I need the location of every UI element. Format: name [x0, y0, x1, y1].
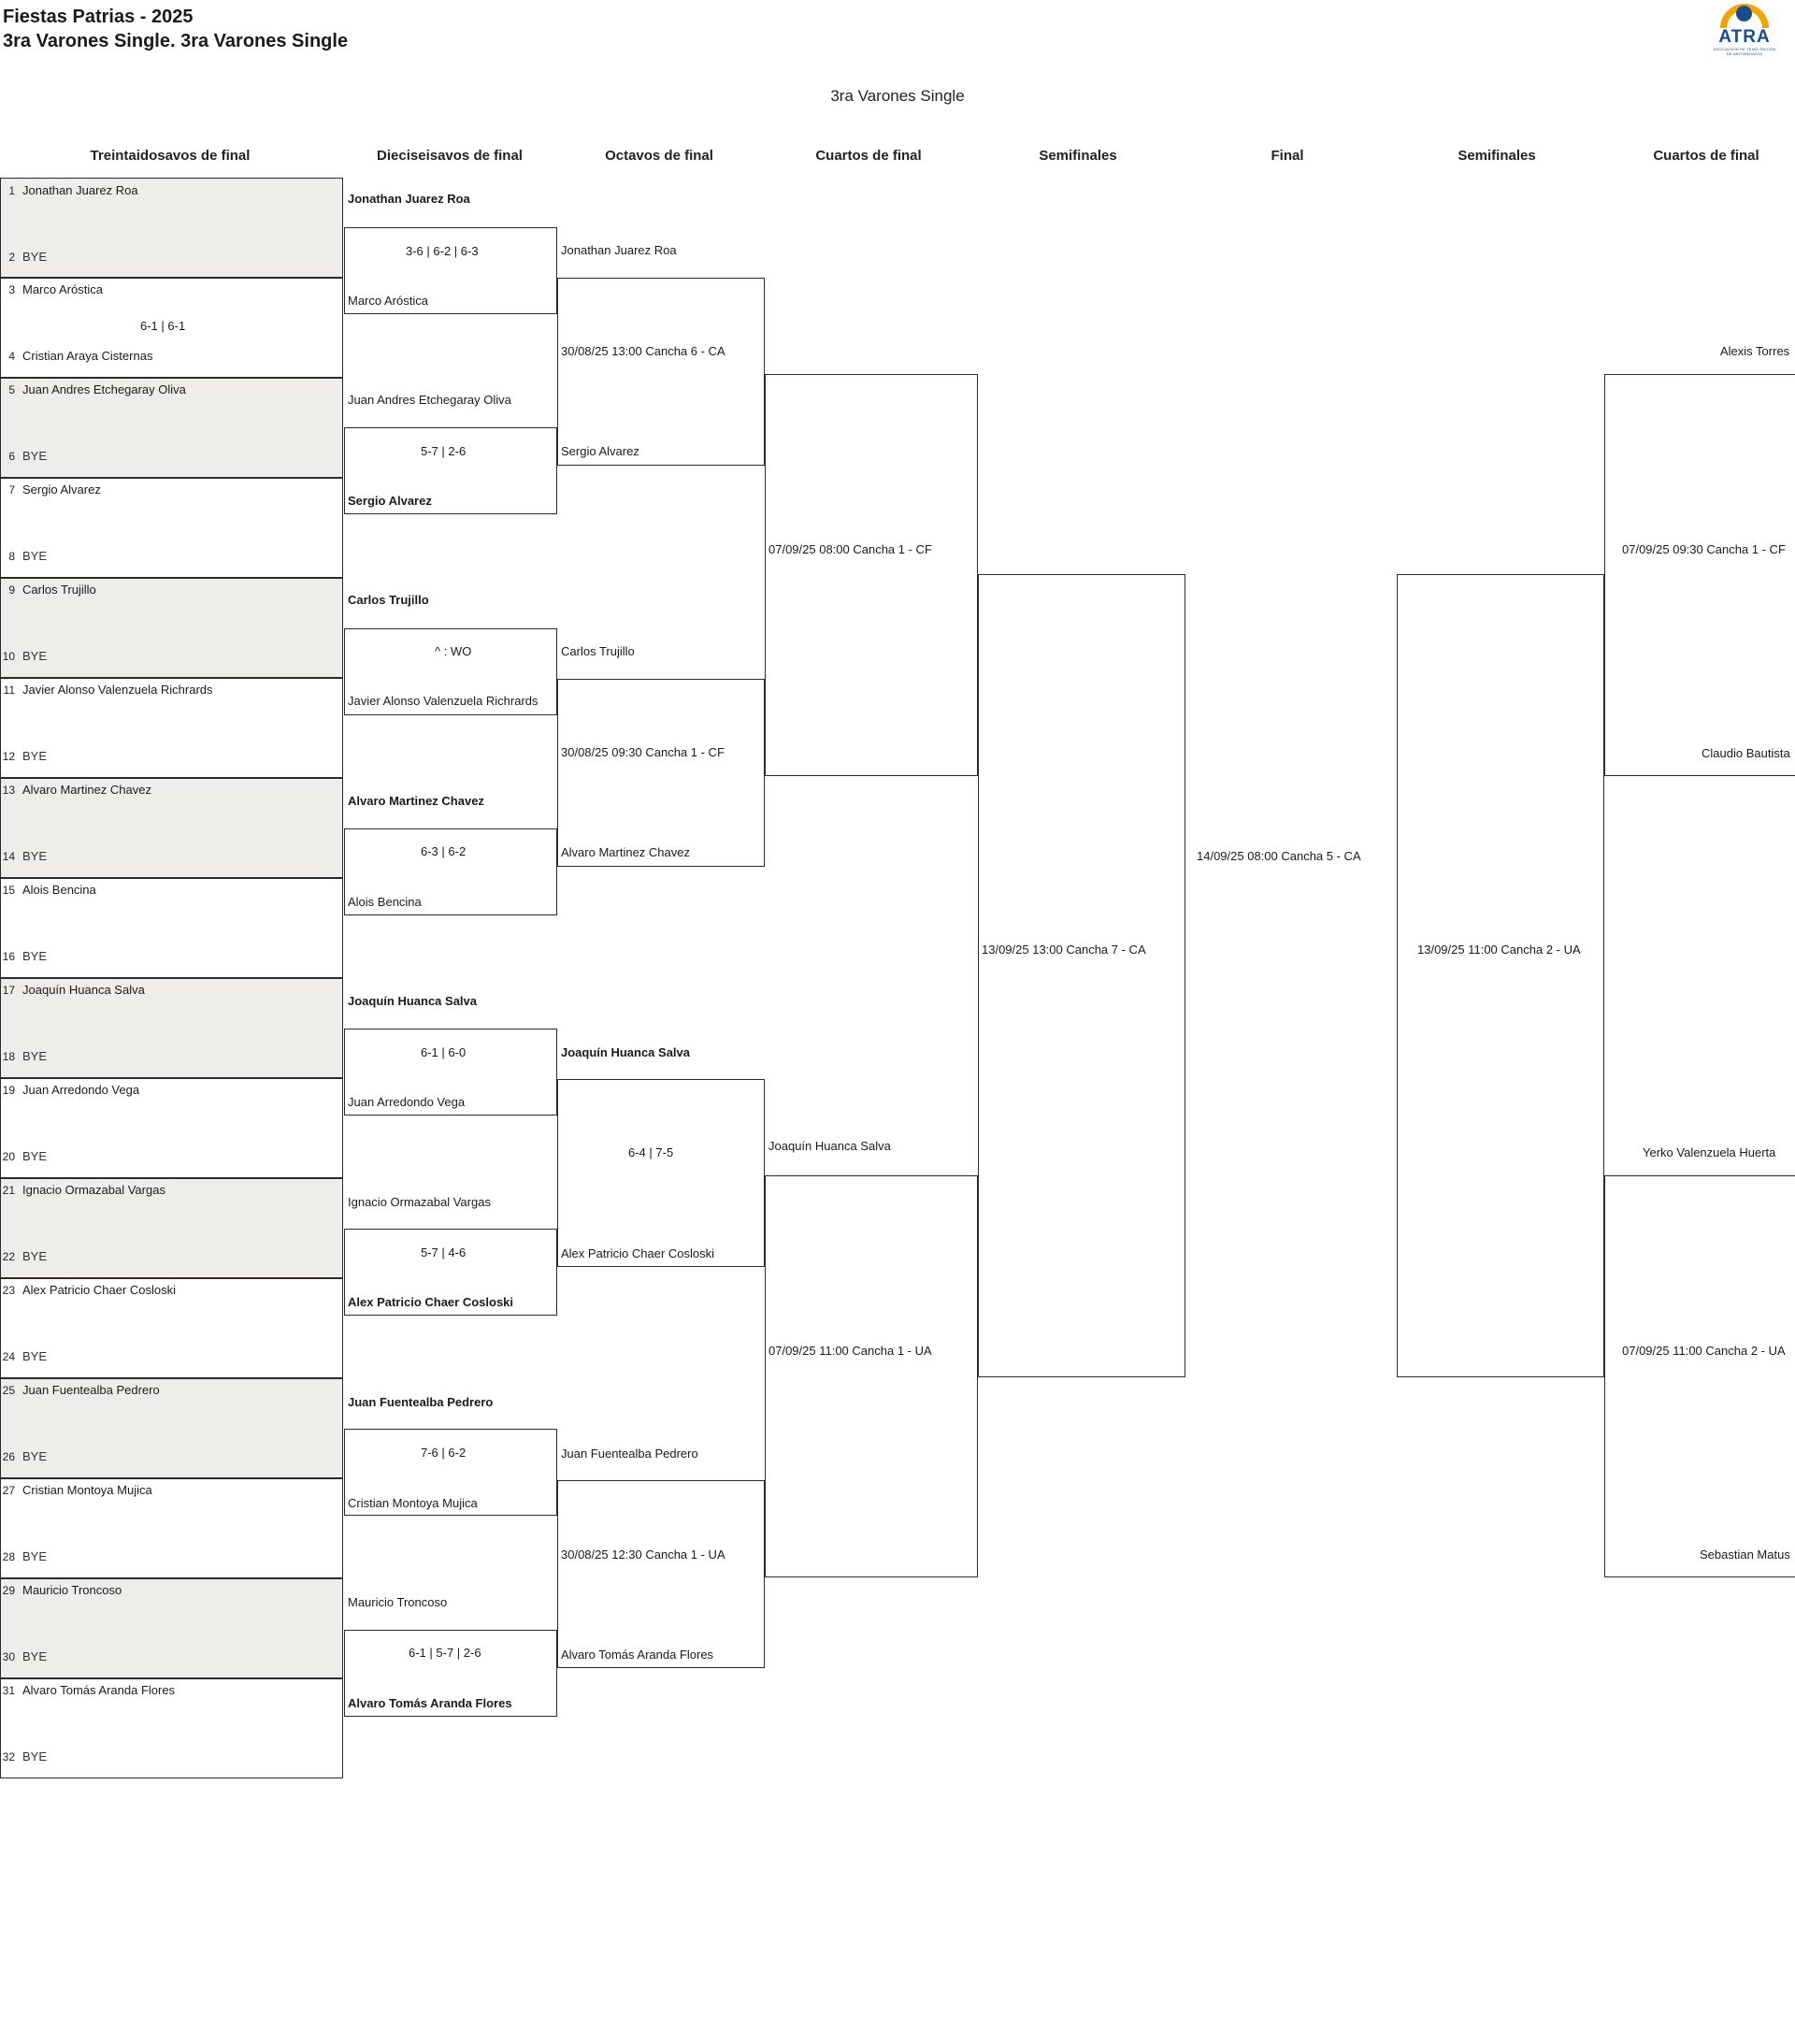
r32-player: BYE: [22, 1249, 48, 1263]
r32-seed: 6: [8, 450, 15, 463]
r32-player: BYE: [22, 250, 48, 264]
bracket-title: 3ra Varones Single: [830, 87, 965, 105]
round-header-final: Final: [1271, 148, 1304, 164]
r16-player-bottom[interactable]: Marco Aróstica: [348, 294, 428, 308]
r32-seed: 7: [8, 483, 15, 497]
r8-schedule: 30/08/25 09:30 Cancha 1 - CF: [561, 745, 725, 759]
r16-player-bottom[interactable]: Alvaro Tomás Aranda Flores: [348, 1696, 512, 1710]
r8-player-top[interactable]: Juan Fuentealba Pedrero: [561, 1447, 698, 1461]
r32-player[interactable]: Alex Patricio Chaer Cosloski: [22, 1283, 177, 1297]
final-schedule: 14/09/25 08:00 Cancha 5 - CA: [1197, 849, 1361, 863]
qf-right-match-box[interactable]: [1604, 1175, 1795, 1577]
r32-seed: 29: [2, 1584, 15, 1597]
r32-seed: 13: [2, 784, 15, 797]
r32-seed: 14: [2, 850, 15, 863]
atra-logo: [1711, 2, 1778, 64]
r32-player[interactable]: Mauricio Troncoso: [22, 1583, 122, 1597]
r8-player-top[interactable]: Carlos Trujillo: [561, 644, 635, 658]
r32-seed: 24: [2, 1350, 15, 1363]
r16-player-top[interactable]: Ignacio Ormazabal Vargas: [348, 1195, 491, 1209]
r32-seed: 21: [2, 1184, 15, 1197]
r32-player[interactable]: Juan Andres Etchegaray Oliva: [22, 382, 186, 396]
r32-player[interactable]: Carlos Trujillo: [22, 583, 96, 597]
r16-player-bottom[interactable]: Alex Patricio Chaer Cosloski: [348, 1295, 514, 1309]
sf-right-match-box[interactable]: [1397, 574, 1604, 1377]
r8-match-box[interactable]: [557, 1079, 765, 1267]
r16-player-top[interactable]: Mauricio Troncoso: [348, 1595, 448, 1609]
qf-left-match-box[interactable]: [765, 374, 978, 776]
r32-player[interactable]: Cristian Montoya Mujica: [22, 1483, 152, 1497]
r16-score: 6-3 | 6-2: [421, 844, 467, 858]
r32-seed: 30: [2, 1650, 15, 1663]
round-header-dieciseisavos: Dieciseisavos de final: [377, 148, 523, 164]
qf-right-player-bottom[interactable]: Claudio Bautista: [1702, 746, 1790, 760]
r16-player-bottom[interactable]: Juan Arredondo Vega: [348, 1095, 466, 1109]
r16-player-top[interactable]: Joaquín Huanca Salva: [348, 994, 477, 1008]
r32-player: BYE: [22, 549, 48, 563]
r16-player-bottom[interactable]: Sergio Alvarez: [348, 494, 432, 508]
r32-seed: 23: [2, 1284, 15, 1297]
r32-player: BYE: [22, 649, 48, 663]
r32-player: BYE: [22, 449, 48, 463]
r32-player: BYE: [22, 749, 48, 763]
r16-score: ^ : WO: [435, 644, 472, 658]
round-header-semifinales-right: Semifinales: [1458, 148, 1536, 164]
r16-score: 6-1 | 5-7 | 2-6: [409, 1646, 481, 1660]
r32-player: BYE: [22, 1749, 48, 1763]
qf-right-player-top[interactable]: Yerko Valenzuela Huerta: [1643, 1145, 1776, 1159]
r16-score: 5-7 | 4-6: [421, 1245, 467, 1260]
qf-left-schedule: 07/09/25 08:00 Cancha 1 - CF: [768, 542, 932, 556]
r8-schedule: 30/08/25 13:00 Cancha 6 - CA: [561, 344, 725, 358]
qf-right-player-top[interactable]: Alexis Torres: [1720, 344, 1790, 358]
round-header-cuartos-right: Cuartos de final: [1653, 148, 1759, 164]
qf-right-match-box[interactable]: [1604, 374, 1795, 776]
title-line-2: 3ra Varones Single. 3ra Varones Single: [3, 31, 349, 52]
logo-ball-icon: [1736, 6, 1752, 22]
r16-player-top[interactable]: Carlos Trujillo: [348, 593, 429, 607]
r32-player[interactable]: Alvaro Tomás Aranda Flores: [22, 1683, 176, 1697]
r32-seed: 20: [2, 1150, 15, 1163]
r32-seed: 12: [2, 750, 15, 763]
r16-score: 7-6 | 6-2: [421, 1446, 467, 1460]
r8-player-bottom[interactable]: Alvaro Tomás Aranda Flores: [561, 1648, 714, 1662]
r16-score: 6-1 | 6-0: [421, 1045, 467, 1059]
qf-right-player-bottom[interactable]: Sebastian Matus: [1700, 1547, 1790, 1562]
r32-player[interactable]: Jonathan Juarez Roa: [22, 183, 138, 197]
r16-player-bottom[interactable]: Javier Alonso Valenzuela Richrards: [348, 694, 538, 708]
r32-player[interactable]: Juan Arredondo Vega: [22, 1083, 140, 1097]
r32-player[interactable]: Joaquín Huanca Salva: [22, 983, 145, 997]
r32-player[interactable]: Marco Aróstica: [22, 282, 103, 296]
r32-player[interactable]: Cristian Araya Cisternas: [22, 349, 153, 363]
r32-seed: 3: [8, 283, 15, 296]
qf-left-player[interactable]: Joaquín Huanca Salva: [768, 1139, 891, 1153]
r32-seed: 5: [8, 383, 15, 396]
r16-score: 3-6 | 6-2 | 6-3: [406, 244, 479, 258]
sf-right-schedule: 13/09/25 11:00 Cancha 2 - UA: [1417, 943, 1581, 957]
r32-seed: 22: [2, 1250, 15, 1263]
r32-player[interactable]: Alois Bencina: [22, 883, 96, 897]
r32-seed: 8: [8, 550, 15, 563]
sf-left-schedule: 13/09/25 13:00 Cancha 7 - CA: [982, 943, 1146, 957]
r8-match-box[interactable]: [557, 679, 765, 867]
r16-player-bottom[interactable]: Alois Bencina: [348, 895, 422, 909]
r32-player: BYE: [22, 1349, 48, 1363]
r32-seed: 4: [8, 350, 15, 363]
r32-seed: 25: [2, 1384, 15, 1397]
r32-player: BYE: [22, 949, 48, 963]
r32-player: BYE: [22, 1149, 48, 1163]
r8-player-top[interactable]: Joaquín Huanca Salva: [561, 1045, 690, 1059]
r32-seed: 15: [2, 884, 15, 897]
r32-player[interactable]: Ignacio Ormazabal Vargas: [22, 1183, 165, 1197]
r32-seed: 32: [2, 1750, 15, 1763]
r32-player: BYE: [22, 1549, 48, 1563]
r8-match-box[interactable]: [557, 278, 765, 466]
r32-player: BYE: [22, 1049, 48, 1063]
r32-seed: 18: [2, 1050, 15, 1063]
r32-seed: 11: [3, 684, 15, 697]
sf-left-match-box[interactable]: [978, 574, 1185, 1377]
r32-player[interactable]: Alvaro Martinez Chavez: [22, 783, 151, 797]
r8-schedule: 6-4 | 7-5: [628, 1145, 674, 1159]
r32-seed: 27: [2, 1484, 15, 1497]
title-line-1: Fiestas Patrias - 2025: [3, 7, 194, 27]
r32-seed: 31: [2, 1684, 15, 1697]
qf-right-schedule: 07/09/25 11:00 Cancha 2 - UA: [1622, 1344, 1786, 1358]
r16-score: 5-7 | 2-6: [421, 444, 467, 458]
r8-schedule: 30/08/25 12:30 Cancha 1 - UA: [561, 1547, 725, 1562]
r8-match-box[interactable]: [557, 1480, 765, 1668]
r32-player[interactable]: Juan Fuentealba Pedrero: [22, 1383, 160, 1397]
page-title: [3, 5, 348, 54]
r8-player-bottom[interactable]: Alvaro Martinez Chavez: [561, 845, 690, 859]
r32-seed: 1: [8, 184, 15, 197]
qf-left-schedule: 07/09/25 11:00 Cancha 1 - UA: [768, 1344, 932, 1358]
r32-seed: 26: [2, 1450, 15, 1463]
r8-player-bottom[interactable]: Alex Patricio Chaer Cosloski: [561, 1246, 715, 1260]
r16-player-top[interactable]: Jonathan Juarez Roa: [348, 192, 470, 206]
r32-seed: 17: [2, 984, 15, 997]
logo-subtext: ASOCIACIÓN DE TENIS REGIÓN DE ANTOFAGASTA: [1713, 47, 1776, 56]
r8-player-top[interactable]: Jonathan Juarez Roa: [561, 243, 677, 257]
r32-seed: 28: [2, 1550, 15, 1563]
qf-left-match-box[interactable]: [765, 1175, 978, 1577]
r32-player: BYE: [22, 1649, 48, 1663]
qf-right-schedule: 07/09/25 09:30 Cancha 1 - CF: [1622, 542, 1786, 556]
round-header-semifinales-left: Semifinales: [1039, 148, 1117, 164]
logo-wordmark: ATRA: [1718, 27, 1771, 47]
r16-player-top[interactable]: Juan Fuentealba Pedrero: [348, 1395, 494, 1409]
r32-player[interactable]: Sergio Alvarez: [22, 482, 101, 497]
r16-player-top[interactable]: Juan Andres Etchegaray Oliva: [348, 393, 511, 407]
r16-player-bottom[interactable]: Cristian Montoya Mujica: [348, 1496, 478, 1510]
round-header-treintaidosavos: Treintaidosavos de final: [90, 148, 251, 164]
r32-score: 6-1 | 6-1: [140, 319, 186, 333]
r32-seed: 9: [8, 583, 15, 597]
r32-seed: 2: [8, 251, 15, 264]
r32-seed: 16: [2, 950, 15, 963]
round-header-cuartos-left: Cuartos de final: [815, 148, 922, 164]
r32-seed: 19: [2, 1084, 15, 1097]
r16-player-top[interactable]: Alvaro Martinez Chavez: [348, 794, 484, 808]
r32-player: BYE: [22, 1449, 48, 1463]
r32-player[interactable]: Javier Alonso Valenzuela Richrards: [22, 683, 213, 697]
r32-seed: 10: [2, 650, 15, 663]
r8-player-bottom[interactable]: Sergio Alvarez: [561, 444, 639, 458]
r32-player: BYE: [22, 849, 48, 863]
round-header-octavos: Octavos de final: [605, 148, 713, 164]
